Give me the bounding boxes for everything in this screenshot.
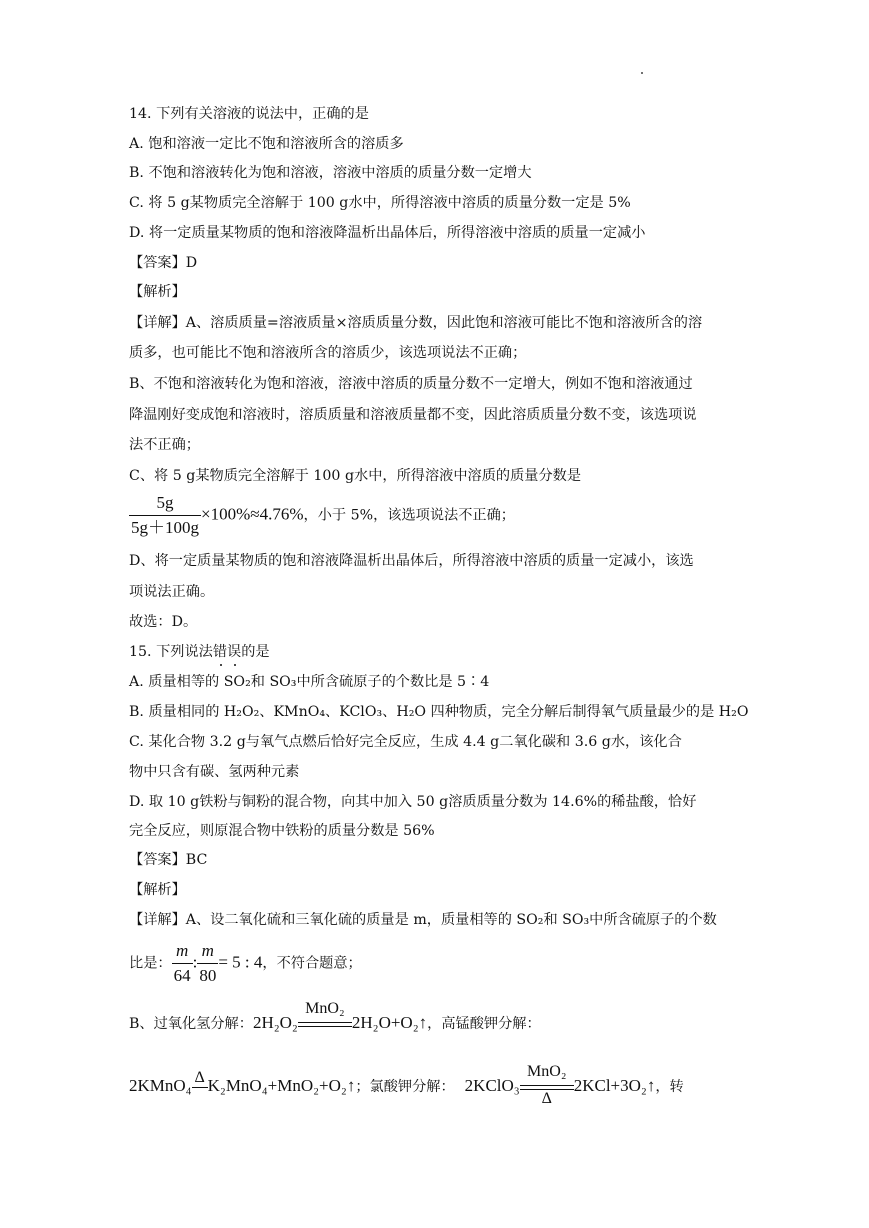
h2o2-lhs: 2H₂O₂ xyxy=(252,1013,298,1032)
ratio-numerator-1: m xyxy=(172,940,193,964)
kclo3-rhs: 2KCl+3O₂↑ xyxy=(573,1076,656,1095)
q15-answer: 【答案】BC xyxy=(129,852,208,868)
q14-option-b: B. 不饱和溶液转化为饱和溶液，溶液中溶质的质量分数一定增大 xyxy=(129,165,532,181)
kclo3-condition xyxy=(520,1063,574,1107)
h2o2-condition xyxy=(298,1000,352,1034)
ratio-tail: ，不符合题意； xyxy=(262,955,362,972)
q15-option-d-1: D. 取 10 g铁粉与铜粉的混合物，向其中加入 50 g溶质质量分数为 14.6%的稀盐酸，恰好 xyxy=(129,794,697,810)
q14-detail-1: 【详解】A、溶质质量=溶液质量×溶质质量分数，因此饱和溶液可能比不饱和溶液所含的溶 xyxy=(129,315,703,331)
ratio-numerator-2: m xyxy=(197,940,218,964)
q15-stem-post: 的是 xyxy=(241,644,270,660)
q15-stem xyxy=(129,642,270,662)
q14-detail-2: 质多，也可能比不饱和溶液所含的溶质少，该选项说法不正确； xyxy=(129,345,527,361)
kclo3-delta: Δ xyxy=(541,1090,552,1107)
q15-option-b: B. 质量相同的 H₂O₂、KMnO₄、KClO₃、H₂O 四种物质，完全分解后制得氧气质量最少的是 H₂O xyxy=(129,704,749,720)
kmno4-lhs: 2KMnO₄ xyxy=(129,1076,192,1095)
page-dot xyxy=(641,72,643,74)
q15-stem-emph-1: 错 xyxy=(212,644,228,660)
q14-detail-3: B、不饱和溶液转化为饱和溶液，溶液中溶质的质量分数不一定增大，例如不饱和溶液通过 xyxy=(129,376,693,392)
reaction-equals-sign xyxy=(298,1022,352,1027)
fraction-numerator: 5g xyxy=(129,492,201,516)
q14-option-c: C. 将 5 g某物质完全溶解于 100 g水中，所得溶液中溶质的质量分数一定是 5% xyxy=(129,195,631,211)
kclo3-prefix: ；氯酸钾分解： xyxy=(355,1079,455,1095)
q14-formula-line xyxy=(129,492,515,539)
ratio-denominator-2: 80 xyxy=(199,966,217,985)
q15-stem-emph-2: 误 xyxy=(227,644,242,660)
q15-b-line xyxy=(129,1000,541,1035)
delta-label: Δ xyxy=(194,1069,205,1086)
q15-stem-pre: 15. 下列说法 xyxy=(129,644,213,660)
kclo3-lhs: 2KClO₃ xyxy=(464,1076,520,1095)
h2o2-rhs: 2H₂O+O₂↑ xyxy=(351,1013,428,1032)
q15-detail-1: 【详解】A、设二氧化硫和三氧化硫的质量是 m，质量相等的 SO₂和 SO₃中所含硫原子的个数 xyxy=(129,912,717,928)
ratio-fraction-1 xyxy=(172,940,193,987)
q15-option-d-2: 完全反应，则原混合物中铁粉的质量分数是 56% xyxy=(129,823,435,839)
q14-choose: 故选：D。 xyxy=(129,614,198,630)
formula-result: ×100%≈4.76% xyxy=(201,504,304,524)
q14-detail-5: 法不正确； xyxy=(129,437,200,453)
q15-option-c-2: 物中只含有碳、氢两种元素 xyxy=(129,764,300,780)
formula-tail: ，小于 5%，该选项说法不正确； xyxy=(303,507,515,524)
q15-ratio-line xyxy=(129,940,362,987)
q14-detail-6: C、将 5 g某物质完全溶解于 100 g水中，所得溶液中溶质的质量分数是 xyxy=(129,468,582,484)
b-prefix: B、过氧化氢分解： xyxy=(129,1016,253,1032)
ratio-result: = 5 : 4 xyxy=(218,952,263,972)
fraction-denominator: 5g＋100g xyxy=(131,518,199,537)
q14-detail-4: 降温刚好变成饱和溶液时，溶质质量和溶液质量都不变，因此溶质质量分数不变，该选项说 xyxy=(129,407,697,423)
q15-analysis-label: 【解析】 xyxy=(129,882,186,898)
q14-analysis-label: 【解析】 xyxy=(129,284,186,300)
b-mid: ，高锰酸钾分解： xyxy=(427,1016,541,1032)
kclo3-catalyst: MnO₂ xyxy=(527,1063,567,1080)
ratio-colon: : xyxy=(192,952,198,972)
ratio-prefix: 比是： xyxy=(129,955,172,972)
catalyst-label: MnO₂ xyxy=(305,1000,345,1017)
q14-stem: 14. 下列有关溶液的说法中，正确的是 xyxy=(129,106,369,122)
q14-detail-7: D、将一定质量某物质的饱和溶液降温析出晶体后，所得溶液中溶质的质量一定减小，该选 xyxy=(129,553,694,569)
q14-option-d: D. 将一定质量某物质的饱和溶液降温析出晶体后，所得溶液中溶质的质量一定减小 xyxy=(129,225,646,241)
q14-detail-8: 项说法正确。 xyxy=(129,584,215,600)
ratio-fraction-2 xyxy=(197,940,218,987)
q15-option-a: A. 质量相等的 SO₂和 SO₃中所含硫原子的个数比是 5∶4 xyxy=(129,674,490,690)
mass-fraction xyxy=(129,492,201,539)
q14-answer: 【答案】D xyxy=(129,255,198,271)
ratio-denominator-1: 64 xyxy=(173,966,191,985)
kmno4-rhs: K₂MnO₄+MnO₂+O₂↑ xyxy=(207,1076,356,1095)
line-tail: ，转 xyxy=(655,1079,684,1095)
kmno4-condition xyxy=(192,1069,208,1097)
q15-decomposition-line xyxy=(129,1063,684,1107)
q14-option-a: A. 饱和溶液一定比不饱和溶液所含的溶质多 xyxy=(129,136,404,152)
q15-option-c-1: C. 某化合物 3.2 g与氧气点燃后恰好完全反应，生成 4.4 g二氧化碳和 3.6 g水，该化合 xyxy=(129,734,682,750)
